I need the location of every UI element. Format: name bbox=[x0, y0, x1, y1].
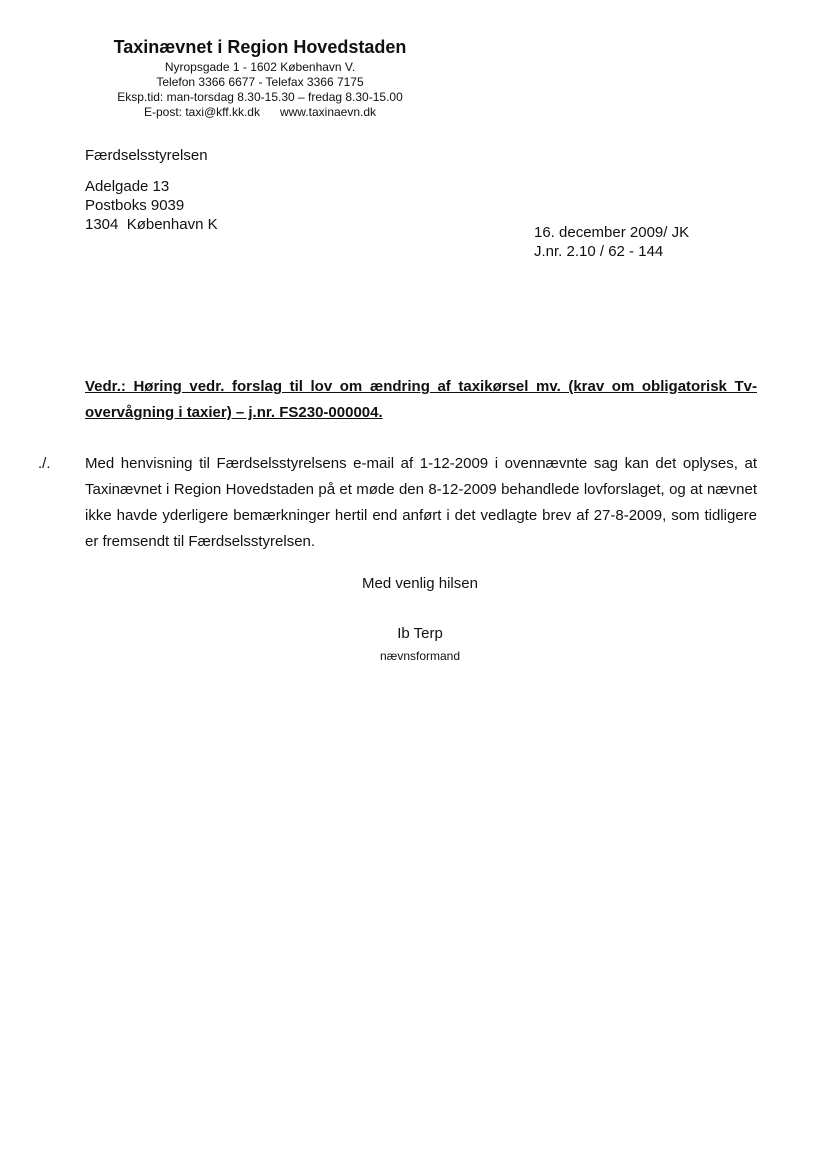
recipient-name: Færdselsstyrelsen bbox=[85, 147, 208, 164]
letter-date: 16. december 2009/ JK bbox=[534, 224, 690, 241]
recipient-street: Adelgade 13 bbox=[85, 178, 170, 195]
org-hours: Eksp.tid: man-torsdag 8.30-15.30 – fredag 8.30-15.00 bbox=[117, 90, 403, 104]
org-address: Nyropsgade 1 - 1602 København V. bbox=[164, 60, 356, 74]
recipient-address bbox=[85, 177, 218, 234]
recipient-block bbox=[85, 146, 218, 234]
closing-salutation: Med venlig hilsen bbox=[362, 575, 478, 592]
signatory-title: nævnsformand bbox=[379, 649, 461, 663]
org-website: www.taxinaevn.dk bbox=[279, 105, 377, 119]
body-paragraph: Med henvisning til Færdselsstyrelsens e-mail af 1-12-2009 i ovennævnte sag kan det oplyses, at Taxinævnet i Region Hovedstaden på et møde den 8-12-2009 behandlede lovforslaget, og at nævnet ikke havde yderligere bemærkninger hertil end anført i det vedlagte brev af 27-8-2009, som tidligere er fremsendt til Færdselsstyrelsen. bbox=[85, 455, 757, 550]
org-contact bbox=[80, 105, 440, 120]
journal-number: J.nr. 2.10 / 62 - 144 bbox=[534, 243, 664, 260]
recipient-pobox: Postboks 9039 bbox=[85, 197, 185, 214]
org-name: Taxinævnet i Region Hovedstaden bbox=[113, 37, 407, 57]
org-phone: Telefon 3366 6677 - Telefax 3366 7175 bbox=[156, 75, 364, 89]
org-email: E-post: taxi@kff.kk.dk bbox=[143, 105, 260, 119]
enclosure-mark: ./. bbox=[38, 455, 51, 472]
signatory-name: Ib Terp bbox=[397, 625, 443, 642]
signature-block bbox=[270, 624, 570, 664]
recipient-city: 1304 København K bbox=[85, 216, 218, 233]
letterhead bbox=[80, 36, 440, 120]
letter-meta bbox=[534, 223, 689, 261]
subject-line: Vedr.: Høring vedr. forslag til lov om ændring af taxikørsel mv. (krav om obligatorisk Tv-overvågning i taxier) – j.nr. FS230-000004. bbox=[85, 378, 757, 421]
